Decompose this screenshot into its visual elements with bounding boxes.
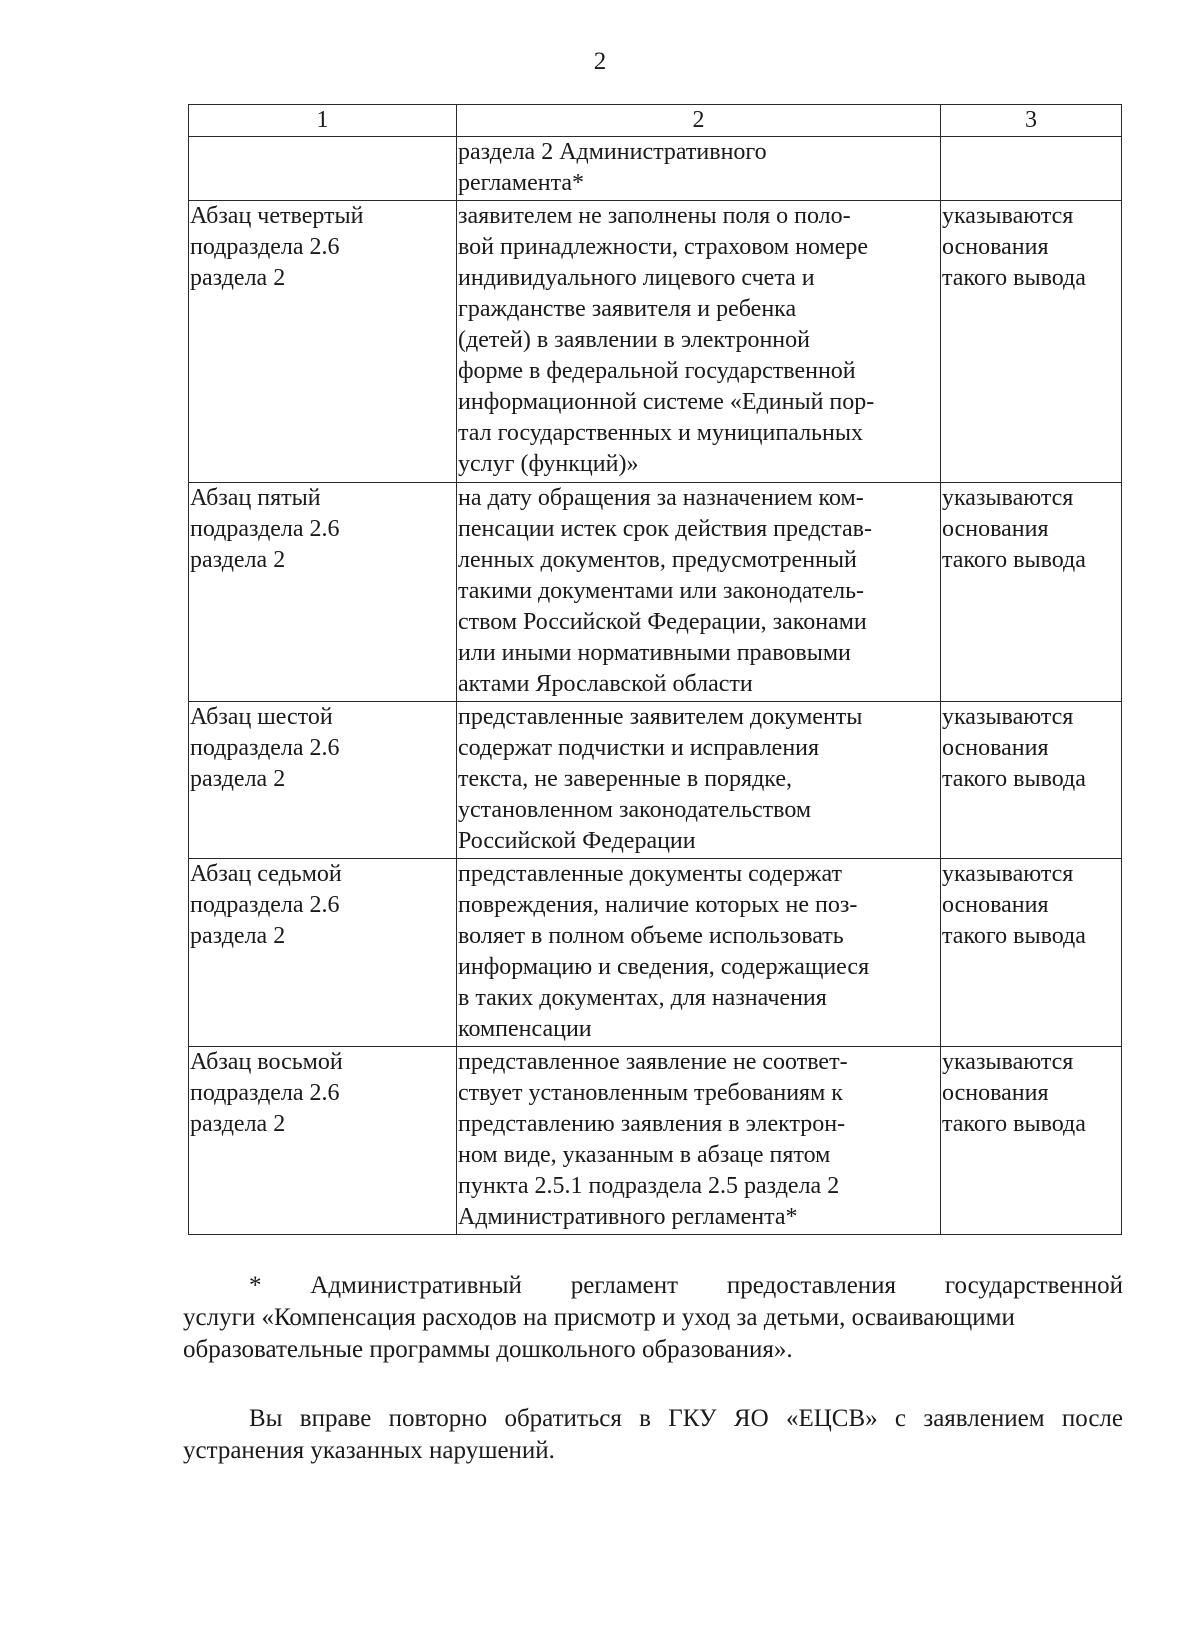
table-row [189, 1047, 1122, 1235]
note-cell [941, 137, 1122, 201]
table-row [189, 859, 1122, 1047]
page-number: 2 [593, 48, 607, 75]
note-cell: указываются основания такого вывода [941, 201, 1122, 483]
reference-cell: Абзац пятый подраздела 2.6 раздела 2 [189, 483, 457, 702]
column-header-2: 2 [457, 105, 941, 137]
reference-cell: Абзац шестой подраздела 2.6 раздела 2 [189, 702, 457, 859]
footnote-first-line: * Административный регламент предоставления государственной [249, 1272, 1123, 1299]
table-header-row [189, 105, 1122, 137]
note-cell: указываются основания такого вывода [941, 1047, 1122, 1235]
table-row [189, 483, 1122, 702]
closing-first-line: Вы вправе повторно обратиться в ГКУ ЯО «ЕЦСВ» с заявлением после [249, 1405, 1123, 1432]
reason-cell: заявителем не заполнены поля о поло- вой принадлежности, страховом номере индивидуального лицевого счета и гражданстве заявителя и ребенка (детей) в заявлении в электронной форме в федеральной государственной информационной системе «Единый пор- тал государственных и муниципальных услуг (функций)» [457, 201, 941, 483]
reference-cell: Абзац четвертый подраздела 2.6 раздела 2 [189, 201, 457, 483]
footnote-text: услуги «Компенсация расходов на присмотр и уход за детьми, осваивающими образовательные программы дошкольного образования». [183, 1304, 1015, 1363]
table-row [189, 201, 1122, 483]
note-cell: указываются основания такого вывода [941, 702, 1122, 859]
reason-cell: представленное заявление не соответ- ствует установленным требованиям к представлению заявления в электрон- ном виде, указанным в абзаце пятом пункта 2.5.1 подраздела 2.5 раздела 2 Административного регламента* [457, 1047, 941, 1235]
reason-cell: представленные документы содержат повреждения, наличие которых не поз- воляет в полном объеме использовать информацию и сведения, содержащиеся в таких документах, для назначения компенсации [457, 859, 941, 1047]
note-cell: указываются основания такого вывода [941, 483, 1122, 702]
note-cell: указываются основания такого вывода [941, 859, 1122, 1047]
table-row [189, 702, 1122, 859]
closing-text: устранения указанных нарушений. [183, 1437, 555, 1464]
reference-cell [189, 137, 457, 201]
reference-cell: Абзац седьмой подраздела 2.6 раздела 2 [189, 859, 457, 1047]
footnote [183, 1270, 1123, 1366]
closing-paragraph [183, 1403, 1123, 1467]
column-header-3: 3 [941, 105, 1122, 137]
reason-cell: на дату обращения за назначением ком- пенсации истек срок действия представ- ленных документов, предусмотренный такими документами или законодатель- ством Российской Федерации, законами или иными нормативными правовыми актами Ярославской области [457, 483, 941, 702]
grounds-table [188, 104, 1122, 1235]
column-header-1: 1 [189, 105, 457, 137]
reason-cell: раздела 2 Административного регламента* [457, 137, 941, 201]
reason-cell: представленные заявителем документы содержат подчистки и исправления текста, не заверенные в порядке, установленном законодательством Российской Федерации [457, 702, 941, 859]
reference-cell: Абзац восьмой подраздела 2.6 раздела 2 [189, 1047, 457, 1235]
table-row [189, 137, 1122, 201]
